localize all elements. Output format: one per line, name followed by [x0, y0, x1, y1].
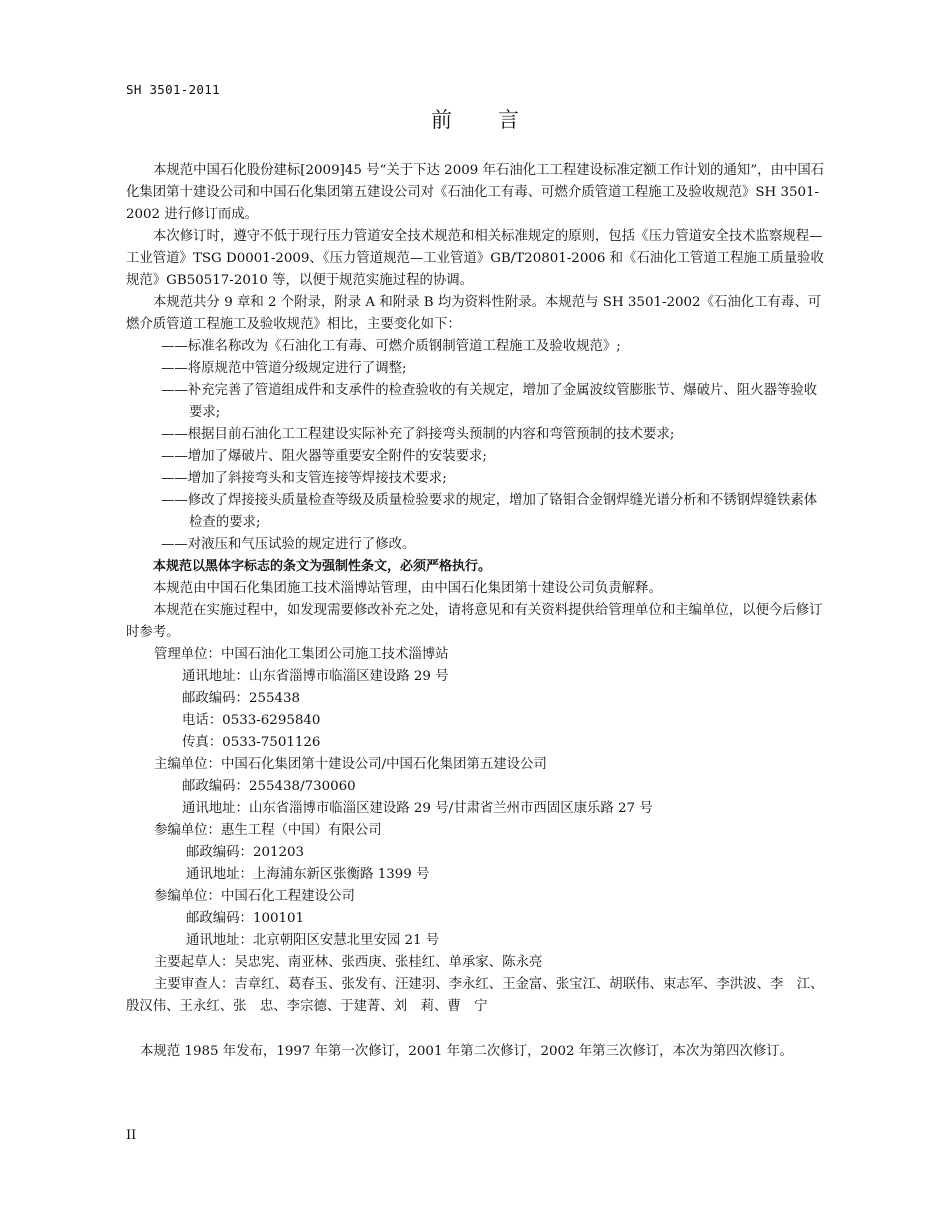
change-item: ——根据目前石油化工工程建设实际补充了斜接弯头预制的内容和弯管预制的技术要求;: [161, 427, 675, 442]
intro-paragraph-2: 本次修订时，遵守不低于现行压力管道安全技术规范和相关标准规定的原则，包括《压力管道安全技术监察规程—工业管道》TSG D0001-2009、《压力管道规范—工业管道》GB/T20801-2006 和《石油化工管道工程施工质量验收规范》GB50517-2010 等，以便于规范实施过程的协调。: [126, 229, 824, 288]
management-unit-fax: 传真：0533-7501126: [182, 735, 321, 750]
document-body: [126, 160, 826, 1063]
change-item: ——修改了焊接接头质量检查等级及质量检验要求的规定，增加了铬钼合金钢焊缝光谱分析和不锈钢焊缝铁素体检查的要求;: [161, 493, 818, 530]
header-code: SH 3501-2011: [126, 82, 220, 97]
management-unit-postcode: 邮政编码：255438: [182, 691, 301, 706]
participant-unit-postcode: 邮政编码：201203: [186, 845, 305, 860]
chief-unit-postcode: 邮政编码：255438/730060: [182, 779, 356, 794]
change-item: ——标准名称改为《石油化工有毒、可燃介质钢制管道工程施工及验收规范》;: [161, 339, 621, 354]
page-number: II: [126, 1128, 137, 1143]
change-item: ——增加了斜接弯头和支管连接等焊接技术要求;: [161, 471, 447, 486]
intro-paragraph-3: 本规范共分 9 章和 2 个附录，附录 A 和附录 B 均为资料性附录。本规范与 SH 3501-2002《石油化工有毒、可燃介质管道工程施工及验收规范》相比，主要变化如下：: [126, 295, 822, 332]
chief-unit-name: 主编单位：中国石化集团第十建设公司/中国石化集团第五建设公司: [154, 757, 547, 772]
revision-history: 本规范 1985 年发布，1997 年第一次修订，2001 年第二次修订，2002 年第三次修订，本次为第四次修订。: [140, 1044, 794, 1059]
page-title: 前言: [431, 108, 565, 132]
drafters: 主要起草人：吴忠宪、南亚林、张西庚、张桂红、单承家、陈永亮: [154, 955, 543, 970]
participant-unit-address: 通讯地址：上海浦东新区张衡路 1399 号: [186, 867, 430, 882]
reviewers: 主要审查人：吉章红、葛春玉、张发有、汪建羽、李永红、王金富、张宝江、胡联伟、束志军、李洪波、李 江、殷汉伟、王永红、张 忠、李宗德、于建菁、刘 莉、曹 宁: [126, 977, 824, 1014]
chief-unit-address: 通讯地址：山东省淄博市临淄区建设路 29 号/甘肃省兰州市西固区康乐路 27 号: [182, 801, 653, 816]
change-item: ——将原规范中管道分级规定进行了调整;: [161, 361, 407, 376]
management-note: 本规范由中国石化集团施工技术淄博站管理，由中国石化集团第十建设公司负责解释。: [153, 581, 662, 596]
management-unit-name: 管理单位：中国石油化工集团公司施工技术淄博站: [154, 647, 449, 662]
change-item: ——对液压和气压试验的规定进行了修改。: [161, 537, 416, 552]
management-unit-phone: 电话：0533-6295840: [182, 713, 321, 728]
intro-paragraph-1: 本规范中国石化股份建标[2009]45 号“关于下达 2009 年石油化工工程建设标准定额工作计划的通知”，由中国石化集团第十建设公司和中国石化集团第五建设公司对《石油化工有毒、可燃介质管道工程施工及验收规范》SH 3501-2002 进行修订而成。: [126, 163, 825, 222]
participant-unit-postcode: 邮政编码：100101: [186, 911, 305, 926]
change-item: ——增加了爆破片、阻火器等重要安全附件的安装要求;: [161, 449, 487, 464]
mandatory-note: 本规范以黑体字标志的条文为强制性条文，必须严格执行。: [153, 559, 492, 574]
feedback-note: 本规范在实施过程中，如发现需要修改补充之处，请将意见和有关资料提供给管理单位和主编单位，以便今后修订时参考。: [126, 603, 823, 640]
management-unit-address: 通讯地址：山东省淄博市临淄区建设路 29 号: [182, 669, 449, 684]
change-item: ——补充完善了管道组成件和支承件的检查验收的有关规定，增加了金属波纹管膨胀节、爆破片、阻火器等验收要求;: [161, 383, 818, 420]
participant-unit-address: 通讯地址：北京朝阳区安慧北里安园 21 号: [186, 933, 440, 948]
participant-unit-name: 参编单位：中国石化工程建设公司: [154, 889, 355, 904]
participant-unit-name: 参编单位：惠生工程（中国）有限公司: [154, 823, 382, 838]
